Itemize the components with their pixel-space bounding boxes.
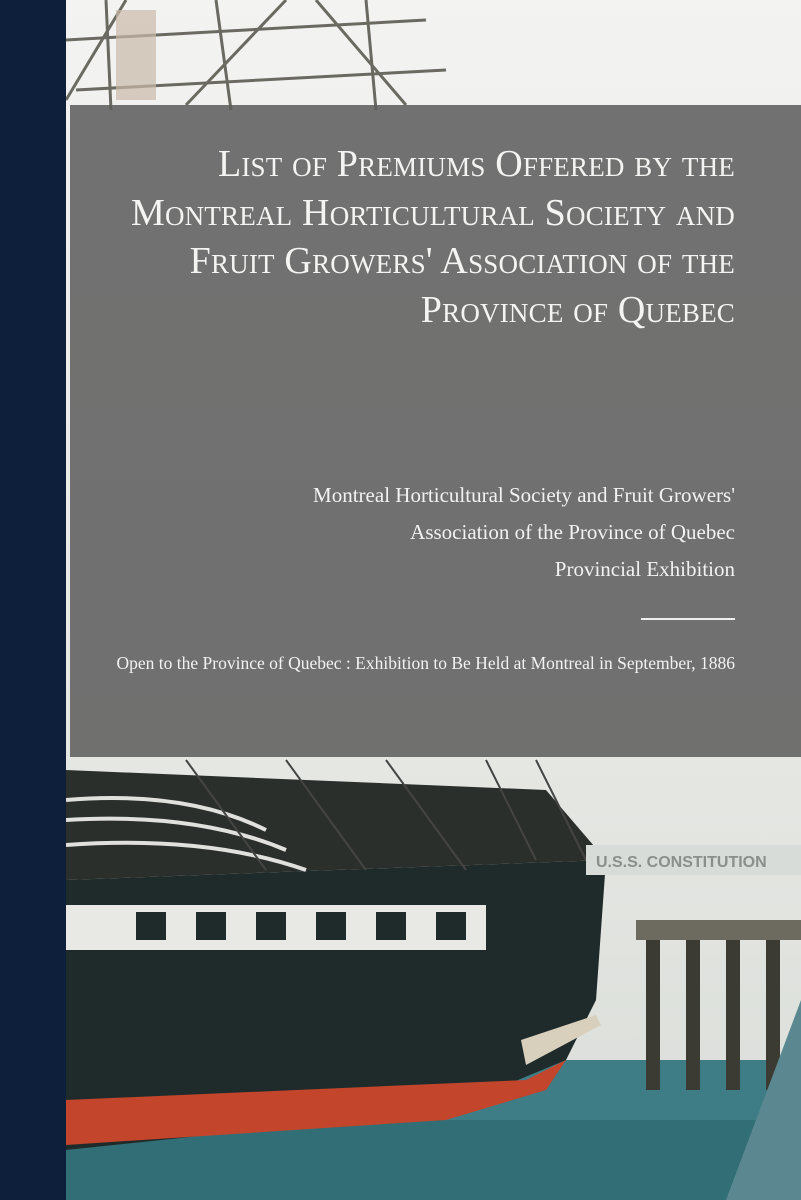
book-subtitle: Open to the Province of Quebec : Exhibition to Be Held at Montreal in September, 1886: [116, 653, 735, 673]
author-line-2: Association of the Province of Quebec: [410, 520, 735, 544]
author-line-3: Provincial Exhibition: [554, 557, 735, 581]
ship-sign: U.S.S. CONSTITUTION: [596, 854, 767, 871]
divider-rule: [641, 618, 735, 620]
book-spine: [0, 0, 66, 1200]
author-block: [75, 477, 735, 588]
book-title: List of Premiums Offered by the Montreal Horticultural Society and Fruit Growers' Association of the Province of Quebec: [130, 143, 735, 331]
author-line-1: Montreal Horticultural Society and Fruit Growers': [313, 483, 735, 507]
